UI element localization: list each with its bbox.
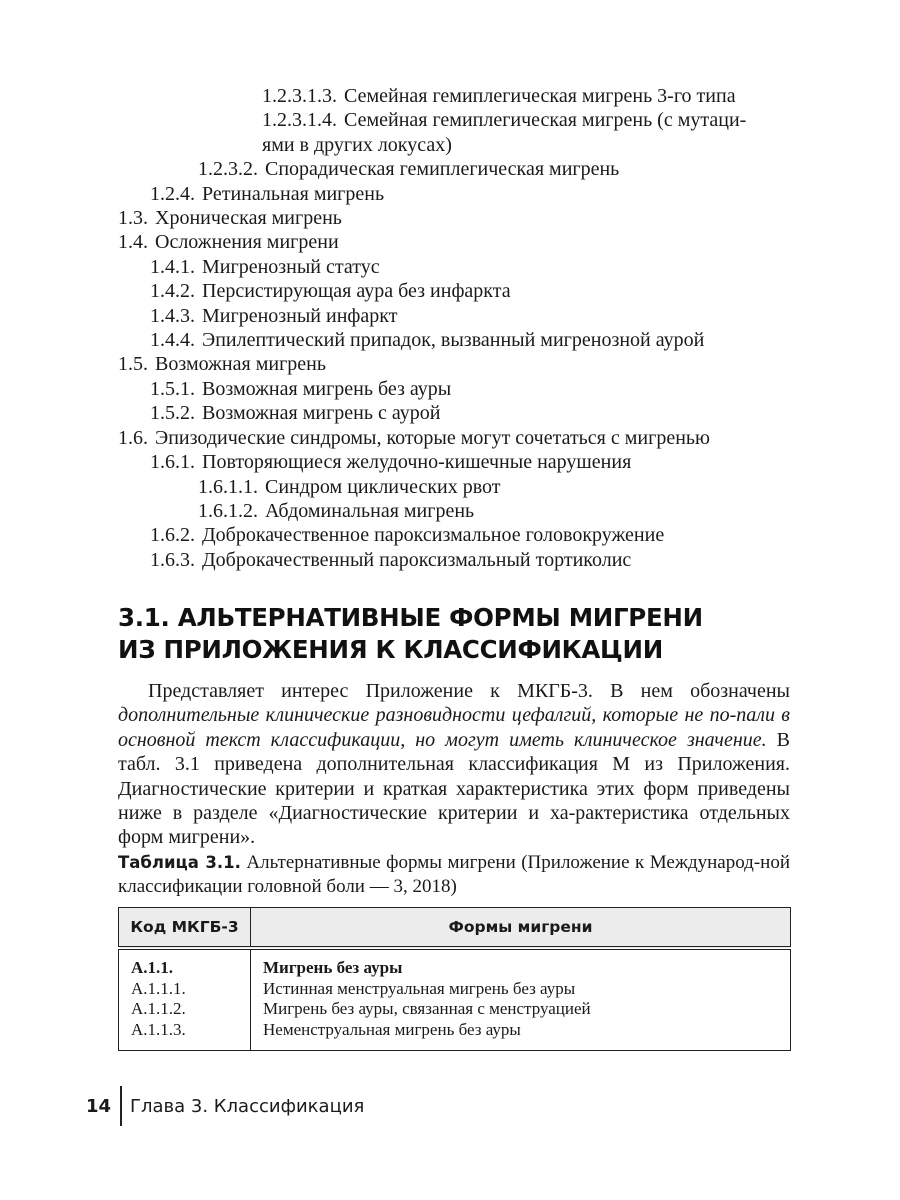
form-name: Неменструальная мигрень без ауры	[263, 1019, 521, 1039]
footer-divider	[120, 1086, 122, 1126]
list-item-continuation: ями в других локусах)	[262, 133, 452, 156]
list-item: 1.4. Осложнения мигрени	[118, 231, 339, 254]
section-heading	[118, 602, 798, 666]
table-header-row	[119, 908, 791, 949]
list-item: 1.6.1.2. Абдоминальная мигрень	[198, 499, 475, 522]
list-item: 1.6.1. Повторяющиеся желудочно-кишечные нарушения	[150, 451, 632, 474]
body-paragraph	[118, 679, 790, 850]
list-item: 1.5.1. Возможная мигрень без ауры	[150, 377, 452, 400]
list-item: 1.4.4. Эпилептический припадок, вызванный мигренозной аурой	[150, 329, 705, 352]
list-item: 1.4.3. Мигренозный инфаркт	[150, 304, 398, 327]
column-header-forms: Формы мигрени	[251, 908, 791, 949]
alternative-forms-table	[118, 907, 791, 1051]
section-heading-line1: 3.1. АЛЬТЕРНАТИВНЫЕ ФОРМЫ МИГРЕНИ	[118, 603, 703, 632]
section-heading-line2: ИЗ ПРИЛОЖЕНИЯ К КЛАССИФИКАЦИИ	[118, 635, 663, 664]
list-item: 1.2.3.2. Спорадическая гемиплегическая мигрень	[198, 158, 620, 181]
code-value: A.1.1.1.	[131, 978, 186, 998]
code-value: A.1.1.	[131, 958, 174, 977]
classification-list	[118, 84, 798, 572]
table-caption-label: Таблица 3.1.	[118, 853, 241, 872]
paragraph-text-continued: В табл. 3.1 приведена дополнительная классификация M из Приложения. Диагностические критерии и краткая характеристика этих форм приведены ниже в разделе «Диагностические критерии и ха-рактеристика отдельных форм мигрени».	[118, 728, 791, 849]
list-item: 1.3. Хроническая мигрень	[118, 207, 342, 230]
list-item: 1.2.4. Ретинальная мигрень	[150, 182, 385, 205]
list-item: 1.4.1. Мигренозный статус	[150, 255, 380, 278]
list-item: 1.2.3.1.4. Семейная гемиплегическая мигрень (с мутаци-	[262, 109, 747, 132]
list-item: 1.6.2. Доброкачественное пароксизмальное головокружение	[150, 524, 665, 547]
page-number: 14	[86, 1095, 112, 1117]
list-item: 1.6.3. Доброкачественный пароксизмальный тортиколис	[150, 548, 632, 571]
running-chapter-title: Глава 3. Классификация	[130, 1095, 365, 1117]
paragraph-italic-text: дополнительные клинические разновидности цефалгий, которые не по-пали в основной текст классификации, но могут иметь клиническое значение.	[118, 704, 790, 751]
list-item: 1.6. Эпизодические синдромы, которые могут сочетаться с мигренью	[118, 426, 710, 449]
list-item: 1.4.2. Персистирующая аура без инфаркта	[150, 280, 511, 303]
table-caption-text: Альтернативные формы мигрени (Приложение к Международ-ной классификации головной боли — 3, 2018)	[118, 852, 790, 897]
paragraph-text: Представляет интерес Приложение к МКГБ-3. В нем обозначены	[148, 680, 790, 702]
form-name: Истинная менструальная мигрень без ауры	[263, 978, 576, 998]
code-value: A.1.1.2.	[131, 999, 186, 1018]
table-row	[119, 948, 791, 1051]
code-value: A.1.1.3.	[131, 1019, 186, 1039]
code-cell	[119, 948, 251, 1051]
page-footer	[86, 1086, 364, 1126]
list-item: 1.2.3.1.3. Семейная гемиплегическая мигрень 3-го типа	[262, 85, 736, 107]
list-item: 1.5.2. Возможная мигрень с аурой	[150, 402, 441, 425]
form-name: Мигрень без ауры	[263, 958, 403, 977]
forms-cell	[251, 948, 791, 1051]
form-name: Мигрень без ауры, связанная с менструацией	[263, 999, 591, 1018]
column-header-code: Код МКГБ-3	[119, 908, 251, 949]
table-caption	[118, 851, 790, 899]
list-item: 1.5. Возможная мигрень	[118, 353, 326, 376]
list-item: 1.6.1.1. Синдром циклических рвот	[198, 475, 501, 498]
